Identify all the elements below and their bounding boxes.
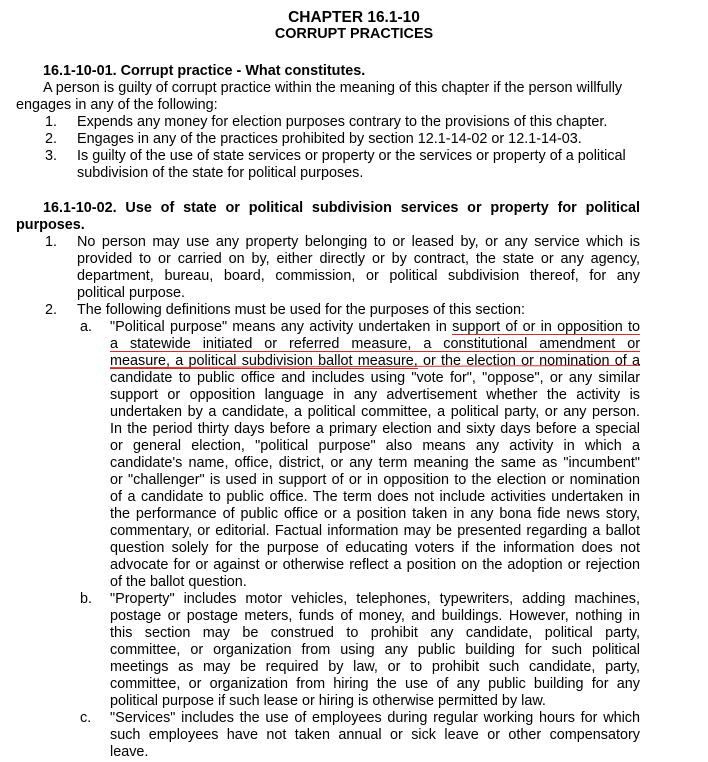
definition-text: support or opposition language in any advertisement whether the activity is <box>110 387 640 403</box>
definition-text: commentary, or editorial. Factual information may be presented regarding a ballot <box>110 523 640 539</box>
list-item-text: Is guilty of the use of state services or property or the services or property of a political <box>77 148 626 164</box>
list-number: 1. <box>45 234 58 250</box>
definition-text: "Political purpose" means any activity undertaken in support of or in opposition to <box>110 319 640 335</box>
definition-text: question solely for the purpose of educating voters if the information does not <box>110 540 640 556</box>
paragraph-line: engages in any of the following: <box>16 97 218 113</box>
definition-text: undertaken by a candidate, a political committee, a political party, or any person. <box>110 404 640 420</box>
underline-annotation <box>110 351 640 352</box>
list-item-text: subdivision of the state for political purposes. <box>77 165 364 181</box>
chapter-title: CHAPTER 16.1-10 <box>288 9 420 26</box>
definition-text: In the period thirty days before a primary election and sixty days before a special <box>110 421 640 437</box>
definition-text: candidate's name, office, district, or any term meaning the same as "incumbent" <box>110 455 640 471</box>
definition-text: leave. <box>110 744 149 760</box>
definition-text: this section may be construed to prohibit any candidate, political party, <box>110 625 640 641</box>
chapter-subtitle: CORRUPT PRACTICES <box>274 26 434 42</box>
definition-text: postage or postage meters, funds of money, and buildings. However, nothing in <box>110 608 640 624</box>
definition-text: "Property" includes motor vehicles, telephones, typewriters, adding machines, <box>110 591 640 607</box>
definition-text: meetings as may be required by law, or to prohibit such candidate, party, <box>110 659 640 675</box>
definition-text: or general election, "political purpose" also means any activity in which a <box>110 438 640 454</box>
list-item-text: No person may use any property belonging to or leased by, or any service which is <box>77 234 640 250</box>
sublist-letter: c. <box>80 710 92 726</box>
definition-text: measure, a political subdivision ballot measure, or the election or nomination of a <box>110 353 640 369</box>
definition-text: political purpose if such lease or hiring is otherwise permitted by law. <box>110 693 546 709</box>
list-number: 3. <box>45 148 58 164</box>
section-heading-16-1-10-01: 16.1-10-01. Corrupt practice - What constitutes. <box>43 63 366 79</box>
sublist-letter: b. <box>80 591 93 607</box>
paragraph-line: A person is guilty of corrupt practice within the meaning of this chapter if the person willfully <box>43 80 623 96</box>
definition-text: committee, or organization from hiring the use of any public building for any <box>110 676 640 692</box>
section-heading-continued: purposes. <box>16 217 85 233</box>
list-number: 2. <box>45 131 58 147</box>
underline-annotation <box>452 334 640 335</box>
list-item-text: The following definitions must be used for the purposes of this section: <box>77 302 525 318</box>
definition-text: of a candidate to public office. The term does not include activities undertaken in <box>110 489 640 505</box>
definition-text: or "challenger" is used in support of or in opposition to the election or nomination <box>110 472 640 488</box>
list-item-text: department, bureau, board, commission, or political subdivision thereof, for any <box>77 268 640 284</box>
list-item-text: Expends any money for election purposes contrary to the provisions of this chapter. <box>77 114 608 130</box>
section-heading-16-1-10-02: 16.1-10-02. Use of state or political subdivision services or property for political <box>43 200 640 216</box>
list-number: 1. <box>45 114 58 130</box>
underline-annotation <box>110 368 418 369</box>
list-item-text: provided to or carried on by, either directly or by contract, the state or any agency, <box>77 251 640 267</box>
definition-text: candidate to public office and includes using "vote for", "oppose", or any similar <box>110 370 640 386</box>
definition-text: "Services" includes the use of employees during regular working hours for which <box>110 710 640 726</box>
list-item-text: Engages in any of the practices prohibited by section 12.1-14-02 or 12.1-14-03. <box>77 131 582 147</box>
definition-text: of the ballot question. <box>110 574 247 590</box>
definition-text: the performance of public office or a position taken in any bona fide news story, <box>110 506 640 522</box>
definition-text: such employees have not taken annual or sick leave or other compensatory <box>110 727 640 743</box>
list-number: 2. <box>45 302 58 318</box>
definition-text: committee, or organization from using any public building for such political <box>110 642 640 658</box>
list-item-text: political purpose. <box>77 285 185 301</box>
definition-text: a statewide initiated or referred measure, a constitutional amendment or <box>110 336 640 352</box>
definition-text: advocate for or against or otherwise reflect a position on the adoption or rejection <box>110 557 640 573</box>
sublist-letter: a. <box>80 319 93 335</box>
